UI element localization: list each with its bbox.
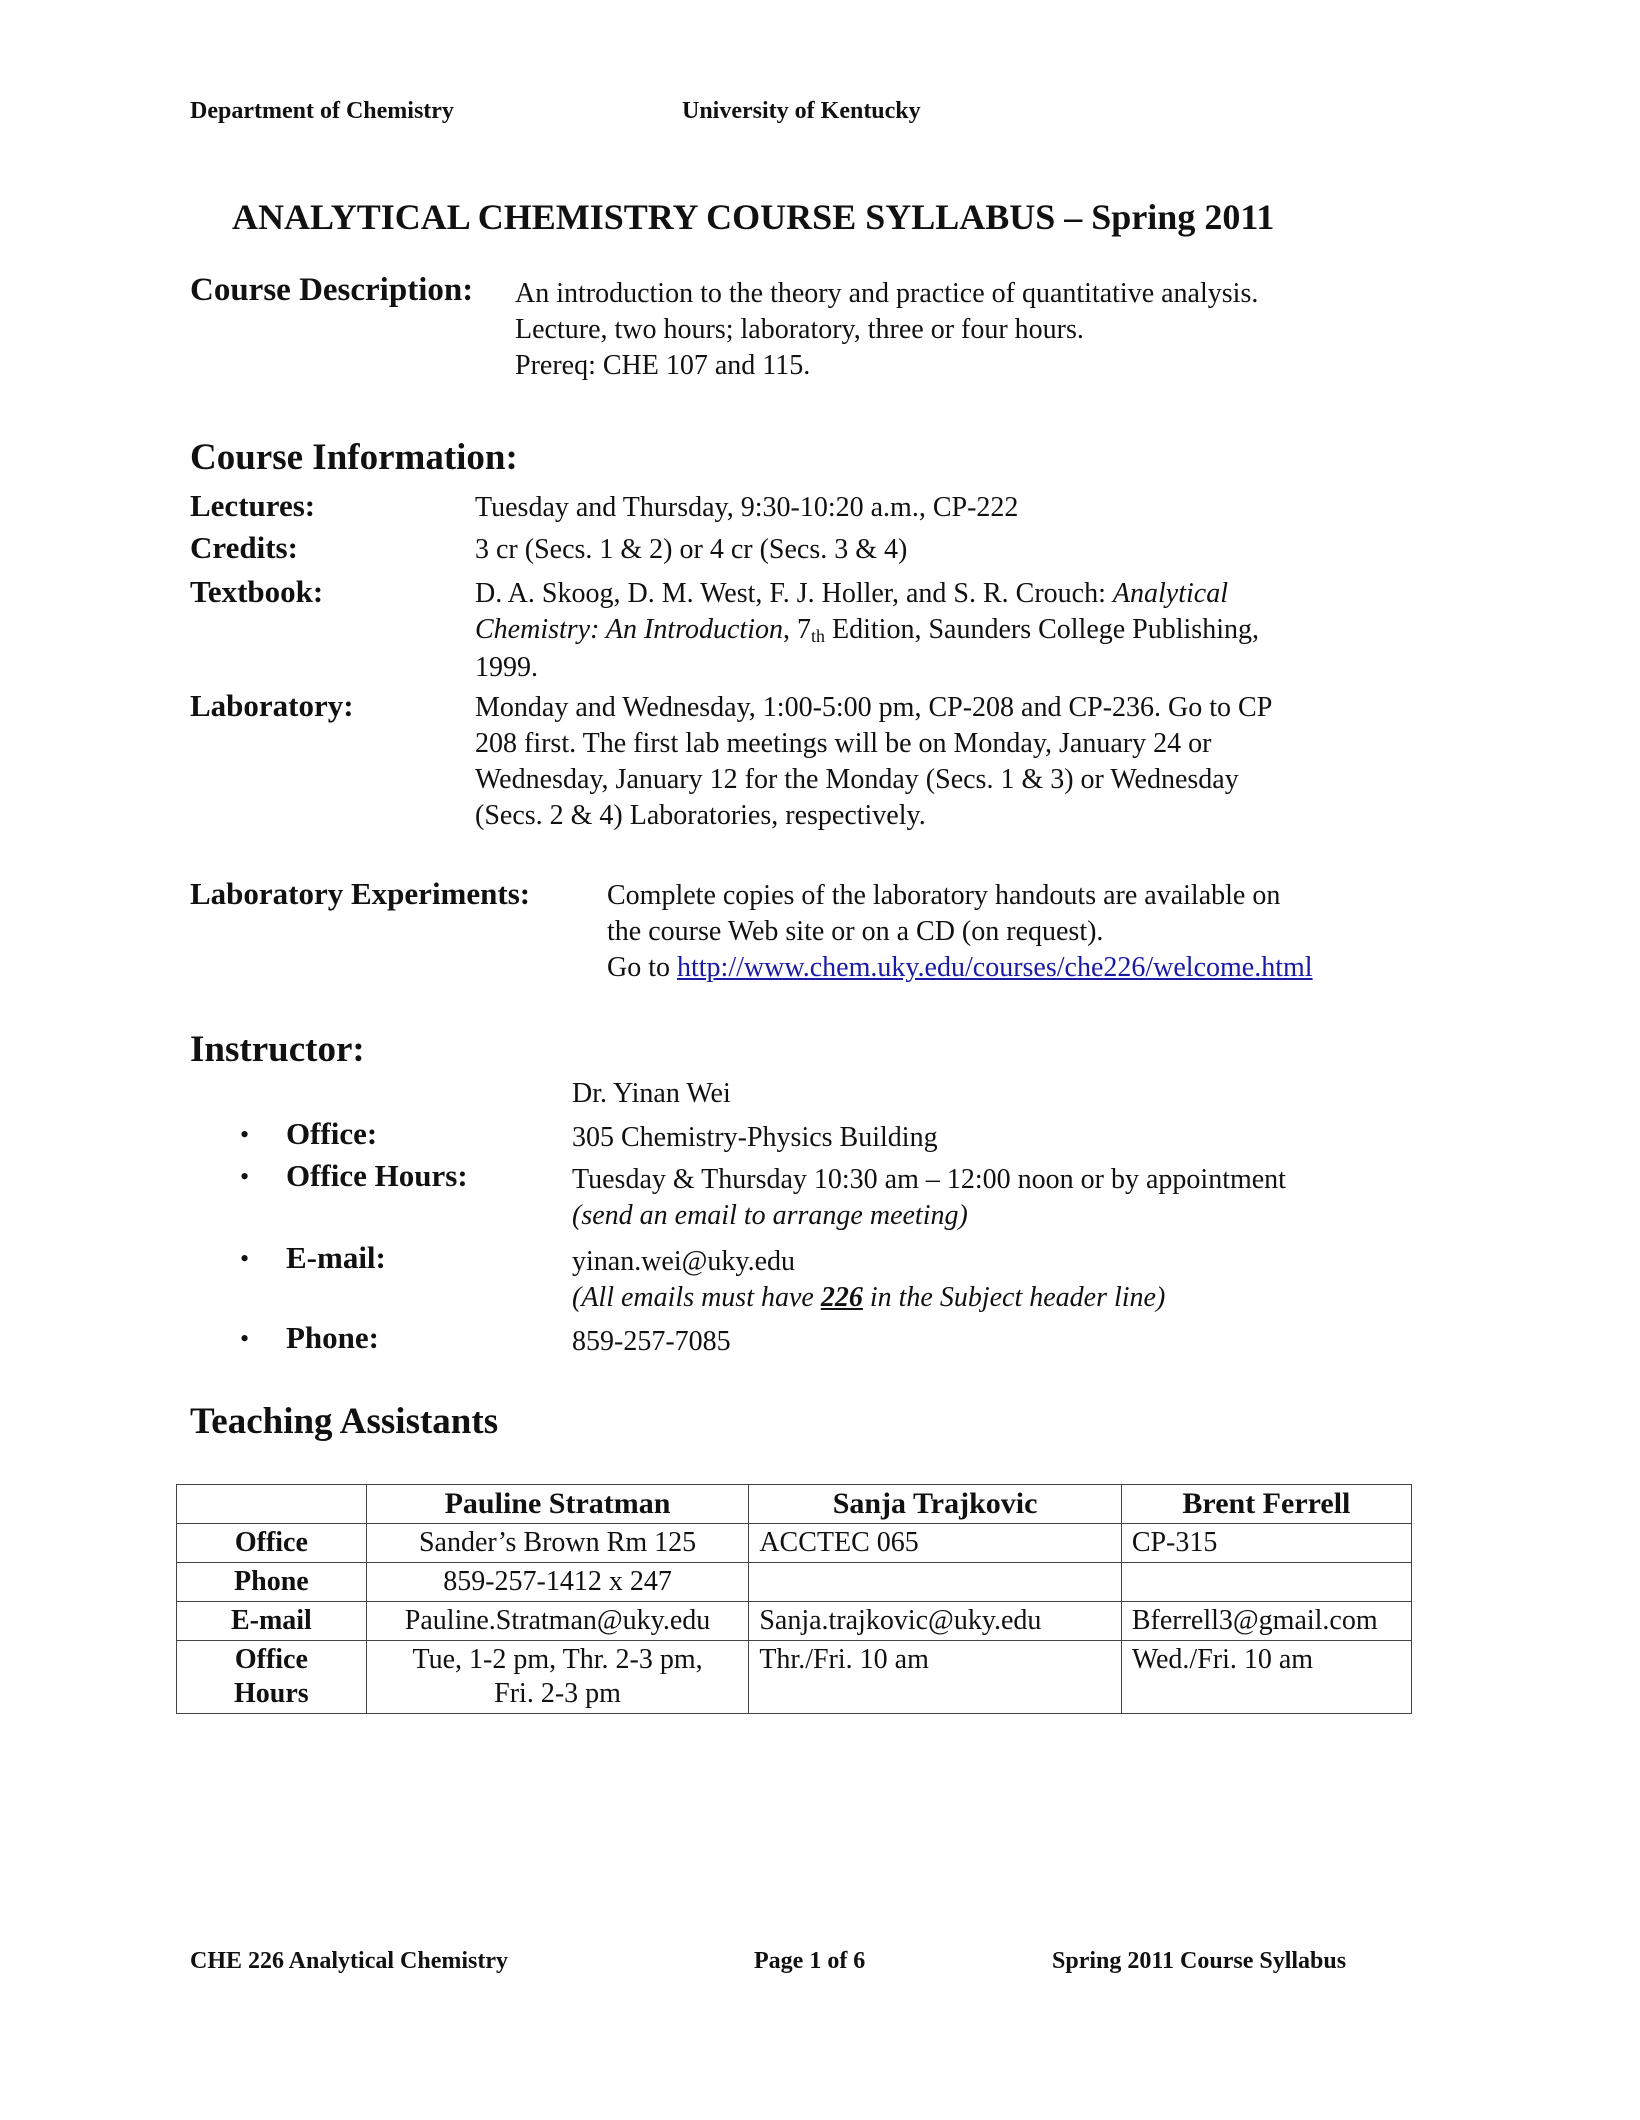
table-row [177,1641,1412,1714]
office-value: 305 Chemistry-Physics Building [572,1122,938,1153]
credits-label: Credits: [190,530,298,565]
teaching-assistants-table [176,1484,1412,1714]
table-row [177,1563,1412,1602]
instructor-name: Dr. Yinan Wei [572,1078,731,1109]
textbook-authors: D. A. Skoog, D. M. West, F. J. Holler, and S. R. Crouch: [475,578,1113,609]
email-note-pre: (All emails must have [572,1282,821,1313]
textbook-edition-rest: Edition, Saunders College Publishing, [825,614,1259,645]
office-hours-note: (send an email to arrange meeting) [572,1200,968,1231]
office-label: Office: [286,1116,378,1151]
row-header-office: Office [177,1524,367,1563]
table-cell: 859-257-1412 x 247 [366,1563,749,1602]
bullet-icon: • [240,1244,250,1273]
document-title: ANALYTICAL CHEMISTRY COURSE SYLLABUS – Spring 2011 [232,197,1275,237]
laboratory-value [475,690,1272,834]
email-value [572,1244,1165,1316]
phone-label: Phone: [286,1320,379,1355]
table-cell: ACCTEC 065 [749,1524,1122,1563]
textbook-edition-num: , 7 [782,614,811,645]
table-cell: Thr./Fri. 10 am [749,1641,1122,1714]
course-description-text [515,276,1258,384]
bullet-icon: • [240,1120,250,1149]
table-row [177,1485,1412,1524]
office-hours-text: Tuesday & Thursday 10:30 am – 12:00 noon or by appointment [572,1164,1286,1195]
course-description-line: An introduction to the theory and practice of quantitative analysis. [515,278,1259,309]
textbook-value [475,576,1259,686]
course-information-heading: Course Information: [190,437,518,478]
table-cell: Wed./Fri. 10 am [1121,1641,1411,1714]
table-cell [366,1641,749,1714]
row-header-office-hours [177,1641,367,1714]
course-description-line: Lecture, two hours; laboratory, three or four hours. [515,314,1084,345]
laboratory-line: Wednesday, January 12 for the Monday (Secs. 1 & 3) or Wednesday [475,764,1239,795]
course-description-line: Prereq: CHE 107 and 115. [515,350,811,381]
phone-value: 859-257-7085 [572,1326,731,1357]
ta-name: Pauline Stratman [366,1485,749,1524]
table-cell: Pauline.Stratman@uky.edu [366,1602,749,1641]
table-cell: Sanja.trajkovic@uky.edu [749,1602,1122,1641]
email-label: E-mail: [286,1240,386,1275]
laboratory-line: 208 first. The first lab meetings will be on Monday, January 24 or [475,728,1212,759]
office-hours-value [572,1162,1286,1234]
course-description-label: Course Description: [190,272,474,308]
table-cell [1121,1563,1411,1602]
header-department: Department of Chemistry [190,98,454,124]
email-note-post: in the Subject header line) [862,1282,1166,1313]
table-cell [749,1563,1122,1602]
row-header-line: Hours [234,1678,309,1709]
email-note-number: 226 [820,1282,863,1313]
textbook-edition-sup: th [810,626,825,646]
footer-course: CHE 226 Analytical Chemistry [190,1948,508,1974]
row-header-email: E-mail [177,1602,367,1641]
lab-experiments-text [607,878,1313,986]
bullet-icon: • [240,1324,250,1353]
textbook-title: Analytical [1112,578,1228,609]
table-corner-cell [177,1485,367,1524]
goto-text: Go to [607,952,677,983]
teaching-assistants-heading: Teaching Assistants [190,1401,499,1442]
lectures-value: Tuesday and Thursday, 9:30-10:20 a.m., CP-222 [475,492,1019,523]
laboratory-line: Monday and Wednesday, 1:00-5:00 pm, CP-208 and CP-236. Go to CP [475,692,1273,723]
lectures-label: Lectures: [190,488,316,523]
office-hours-label: Office Hours: [286,1158,468,1193]
instructor-heading: Instructor: [190,1029,365,1070]
lab-experiments-label: Laboratory Experiments: [190,876,531,911]
row-header-phone: Phone [177,1563,367,1602]
table-cell: Sander’s Brown Rm 125 [366,1524,749,1563]
table-cell: Bferrell3@gmail.com [1121,1602,1411,1641]
bullet-icon: • [240,1162,250,1191]
lab-experiments-line: Complete copies of the laboratory handouts are available on [607,880,1281,911]
footer-page-number: Page 1 of 6 [754,1948,866,1974]
table-row [177,1524,1412,1563]
ta-name: Brent Ferrell [1121,1485,1411,1524]
laboratory-line: (Secs. 2 & 4) Laboratories, respectively. [475,800,926,831]
cell-line: Tue, 1-2 pm, Thr. 2-3 pm, [412,1644,703,1675]
textbook-year: 1999. [475,652,538,683]
course-website-link[interactable]: http://www.chem.uky.edu/courses/che226/welcome.html [677,952,1313,983]
credits-value: 3 cr (Secs. 1 & 2) or 4 cr (Secs. 3 & 4) [475,534,908,565]
laboratory-label: Laboratory: [190,688,354,723]
ta-name: Sanja Trajkovic [749,1485,1122,1524]
footer-semester: Spring 2011 Course Syllabus [1052,1948,1347,1974]
table-row [177,1602,1412,1641]
header-university: University of Kentucky [682,98,921,124]
instructor-email: yinan.wei@uky.edu [572,1246,796,1277]
lab-experiments-line: the course Web site or on a CD (on request). [607,916,1104,947]
textbook-title-cont: Chemistry: An Introduction [475,614,783,645]
table-cell: CP-315 [1121,1524,1411,1563]
row-header-line: Office [234,1644,308,1675]
textbook-label: Textbook: [190,574,324,609]
cell-line: Fri. 2-3 pm [494,1678,621,1709]
